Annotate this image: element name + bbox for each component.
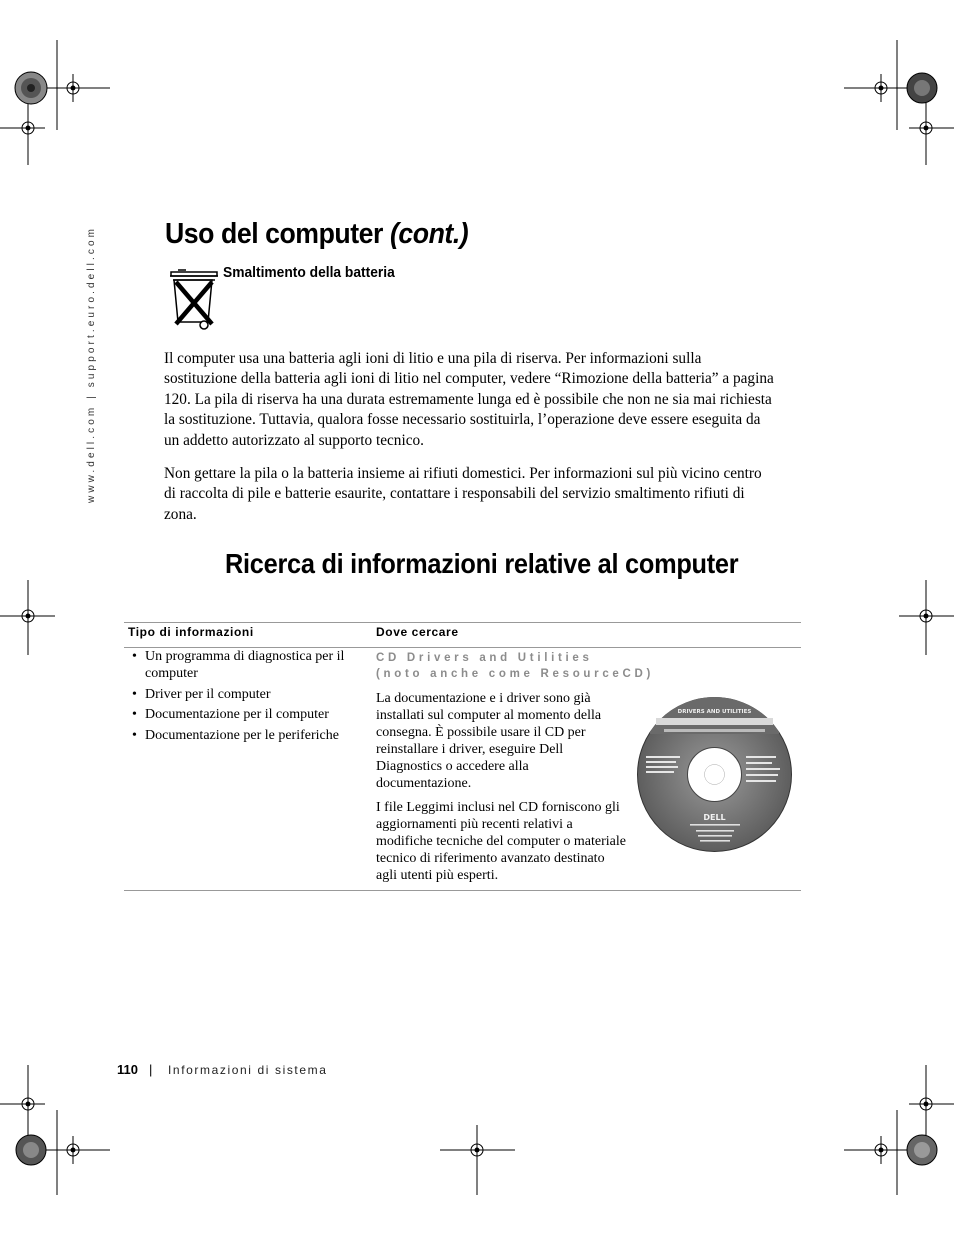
- cd-disc-label: DRIVERS AND UTILITIES: [677, 709, 752, 715]
- registration-mark-bottom-left: [0, 1060, 120, 1235]
- battery-paragraph-1: Il computer usa una batteria agli ioni di litio e una pila di riserva. Per informazioni sulla sostituzione della batteria agli ioni di litio nel computer, vedere “Rimozione della batteria” a pagina 120. La pila di riserva ha una durata estremamente lunga ed è possibile che non ne sia mai richiesta la sostituzione. Tuttavia, qualora fosse necessario sostituirla, l’operazione deve essere eseguita da un addetto autorizzato al supporto tecnico.: [164, 350, 774, 449]
- battery-disposal-heading: Smaltimento della batteria: [223, 264, 395, 281]
- page-title-main: Uso del computer: [165, 218, 390, 250]
- registration-mark-bottom-right: [834, 1060, 954, 1235]
- page-title: [165, 218, 468, 251]
- registration-mark-top-left: [0, 0, 120, 180]
- footer-section-name: Informazioni di sistema: [168, 1063, 328, 1077]
- battery-paragraph-2: Non gettare la pila o la batteria insieme ai rifiuti domestici. Per informazioni sul più vicino centro di raccolta di pile e batterie esaurite, contattare i responsabili del servizio smaltimento rifiuti di zona.: [164, 465, 762, 523]
- registration-mark-mid-left: [0, 580, 60, 660]
- list-item: • Documentazione per le periferiche: [128, 727, 358, 744]
- side-url-text: www.dell.com | support.euro.dell.com: [86, 225, 97, 503]
- page-number: 110: [117, 1062, 138, 1077]
- section-title: Ricerca di informazioni relative al computer: [225, 548, 739, 579]
- table-bottom-rule: [124, 890, 801, 891]
- footer-separator: |: [149, 1062, 153, 1077]
- page-title-cont: (cont.): [389, 218, 469, 250]
- crossed-out-wheelie-bin-icon: [168, 268, 220, 332]
- resource-cd-disc-image: [636, 696, 793, 853]
- registration-mark-bottom-center: [440, 1120, 520, 1200]
- cd-title-line-2: (noto anche come ResourceCD): [376, 668, 655, 680]
- side-url: [86, 225, 106, 505]
- info-type-list: [128, 648, 358, 747]
- dell-logo: DELL: [703, 813, 726, 822]
- table-header-where-to-look: Dove cercare: [376, 625, 459, 639]
- list-item: • Documentazione per il computer: [128, 706, 358, 723]
- table-header-info-type: Tipo di informazioni: [128, 625, 254, 639]
- cd-title-line-1: CD Drivers and Utilities: [376, 652, 593, 664]
- registration-mark-top-right: [834, 0, 954, 180]
- cd-paragraph-2: I file Leggimi inclusi nel CD forniscono gli aggiornamenti più recenti relativi a modifiche tecniche del computer o materiale tecnico di riferimento avanzato destinato agli utenti più esperti.: [376, 800, 626, 883]
- registration-mark-mid-right: [894, 580, 954, 660]
- cd-paragraph-1: La documentazione e i driver sono già installati sul computer al momento della consegna. È possibile usare il CD per reinstallare i driver, eseguire Dell Diagnostics o accedere alla documentazione.: [376, 691, 602, 791]
- list-item: • Un programma di diagnostica per il computer: [128, 648, 358, 682]
- table-top-rule: [124, 622, 801, 623]
- cd-title: [376, 650, 654, 682]
- list-item: • Driver per il computer: [128, 686, 358, 703]
